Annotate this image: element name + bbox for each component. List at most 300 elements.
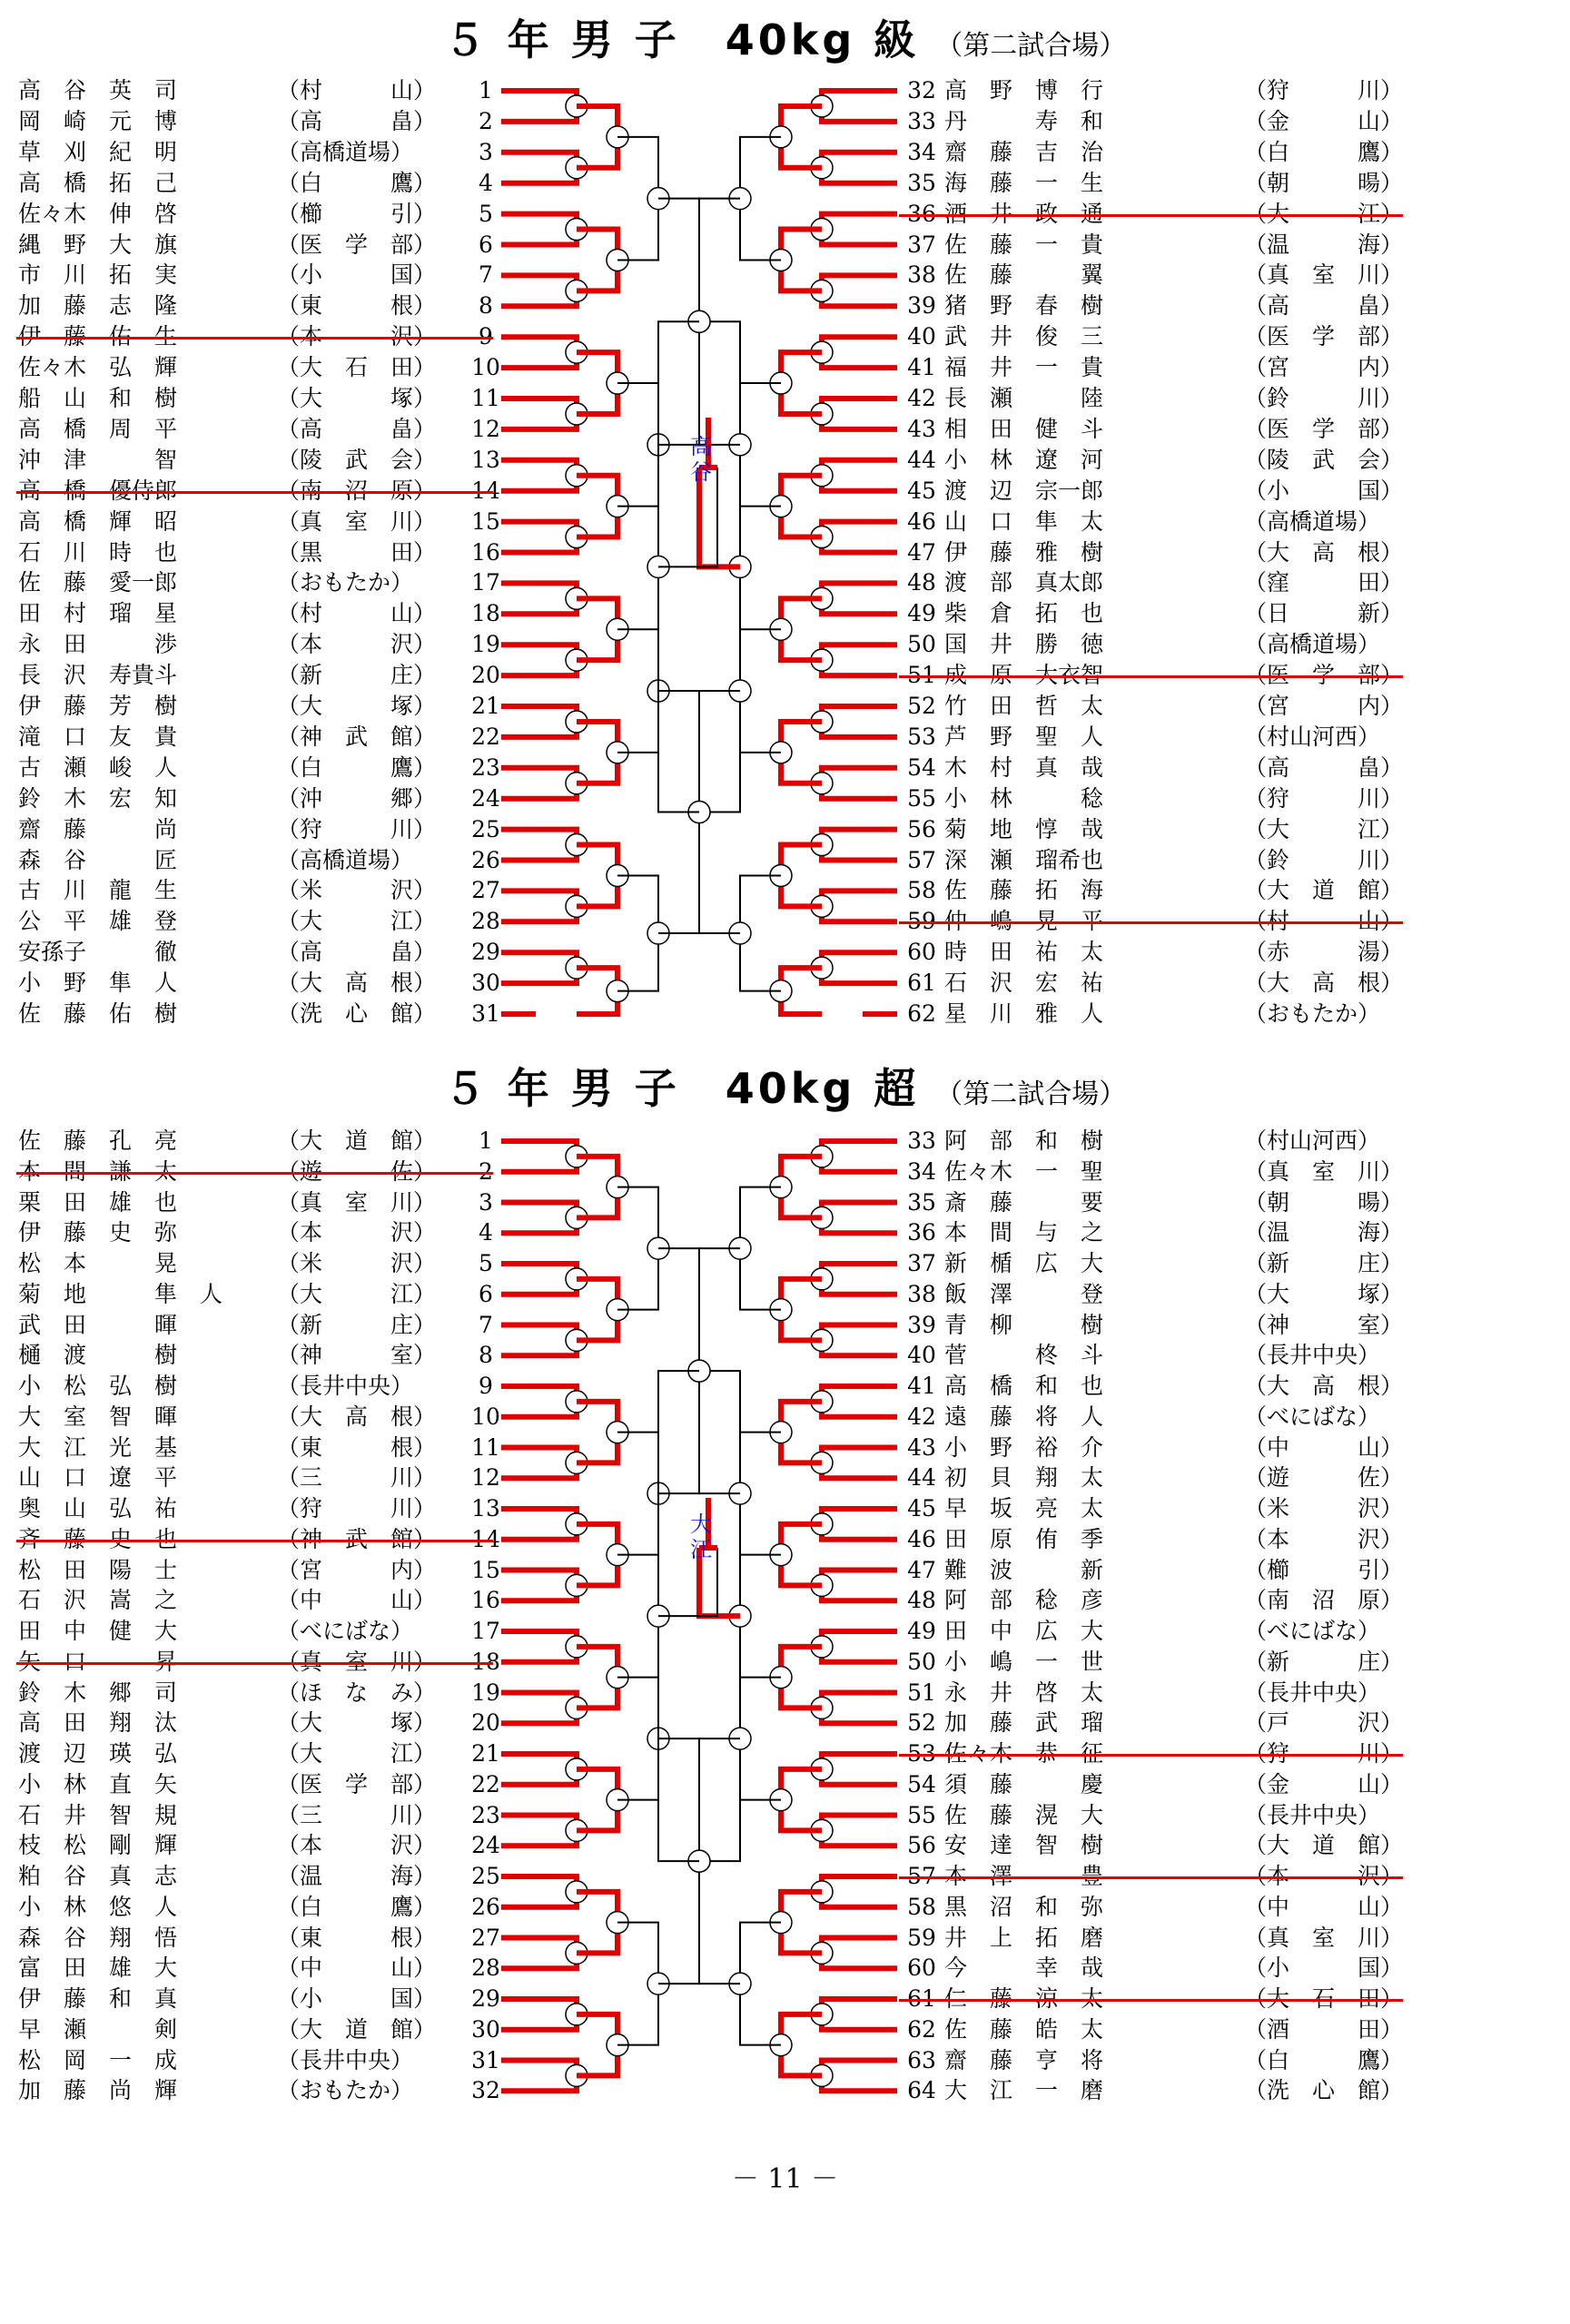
- entry-club: （白 鷹）: [277, 169, 437, 196]
- entry-number: 38: [907, 1280, 936, 1307]
- entry-name: 高 野 博 行: [944, 77, 1104, 103]
- entry-name: 佐々木 恭 征: [944, 1740, 1104, 1767]
- entry-club: （高 畠）: [277, 939, 437, 966]
- entry-club: （白 鷹）: [1244, 138, 1404, 165]
- entry-name: 佐 藤 滉 大: [944, 1801, 1104, 1828]
- entry-club: （村山河西）: [1244, 1128, 1381, 1154]
- entry-number: 9: [479, 323, 493, 350]
- entry-club: （本 沢）: [277, 1219, 437, 1246]
- entry-name: 安 達 智 樹: [944, 1832, 1104, 1859]
- entry-number: 33: [907, 1128, 936, 1154]
- entry-name: 加 藤 志 隆: [18, 292, 178, 320]
- entry-number: 37: [907, 1250, 936, 1276]
- entry-name: 加 藤 尚 輝: [18, 2077, 178, 2104]
- entry-name: 高 橋 和 也: [944, 1373, 1104, 1399]
- entry-name: 高 橋 輝 昭: [18, 507, 178, 535]
- entry-number: 9: [479, 1373, 493, 1399]
- entry-club: （医 学 部）: [1244, 323, 1404, 350]
- entry-club: （おもたか）: [1244, 1000, 1381, 1027]
- entry-name: 松 田 陽 士: [18, 1556, 178, 1583]
- entry-name: 松 岡 一 成: [18, 2046, 178, 2073]
- entry-club: （遊 佐）: [1244, 1464, 1404, 1492]
- entry-name: 渡 辺 瑛 弘: [18, 1740, 178, 1767]
- entry-number: 10: [471, 354, 500, 381]
- entry-number: 39: [907, 292, 936, 320]
- entry-number: 35: [907, 1188, 936, 1216]
- entry-name: 佐々木 伸 啓: [18, 200, 178, 227]
- entry-name: 仲 嶋 晃 平: [944, 908, 1104, 935]
- entry-number: 34: [907, 1157, 936, 1185]
- entry-club: （小 国）: [277, 261, 437, 289]
- entry-club: （神 武 館）: [277, 723, 437, 750]
- entry-club: （白 鷹）: [277, 1893, 437, 1920]
- entry-name: 佐 藤 一 貴: [944, 231, 1104, 258]
- entry-name: 早 坂 亮 太: [944, 1495, 1104, 1521]
- entry-club: （村山河西）: [1244, 723, 1381, 750]
- entry-number: 60: [907, 939, 936, 966]
- entry-name: 松 本 晃: [18, 1250, 178, 1276]
- entry-number: 3: [479, 1188, 493, 1216]
- entry-club: （長井中央）: [277, 2046, 414, 2073]
- entry-name: 本 間 与 之: [944, 1219, 1104, 1246]
- entry-club: （大 塚）: [277, 693, 437, 719]
- entry-name: 齋 藤 吉 治: [944, 138, 1104, 165]
- entry-name: 小 林 直 矢: [18, 1770, 178, 1797]
- entry-number: 54: [907, 753, 936, 781]
- entry-number: 14: [471, 477, 500, 504]
- entry-number: 46: [907, 1525, 936, 1552]
- entry-club: （陵 武 会）: [1244, 446, 1404, 473]
- entry-number: 46: [907, 507, 936, 535]
- entry-name: 鈴 木 郷 司: [18, 1679, 178, 1706]
- entry-club: （本 沢）: [277, 631, 437, 658]
- entry-number: 48: [907, 1587, 936, 1614]
- entry-club: （医 学 部）: [1244, 415, 1404, 442]
- entry-name: 伊 藤 雅 樹: [944, 538, 1104, 566]
- entry-name: 加 藤 武 瑠: [944, 1709, 1104, 1737]
- entry-club: （日 新）: [1244, 600, 1404, 627]
- entry-name: 海 藤 一 生: [944, 169, 1104, 196]
- entry-name: 高 田 翔 汰: [18, 1709, 178, 1737]
- entry-number: 32: [907, 77, 936, 103]
- entry-name: 成 原 大衣智: [944, 662, 1104, 689]
- entry-number: 26: [471, 1893, 500, 1920]
- entry-number: 57: [907, 1863, 936, 1889]
- entry-club: （米 沢）: [1244, 1495, 1404, 1521]
- entry-club: （おもたか）: [277, 2077, 414, 2104]
- entry-club: （米 沢）: [277, 1250, 437, 1276]
- entry-club: （酒 田）: [1244, 2015, 1404, 2043]
- entry-club: （長井中央）: [1244, 1679, 1381, 1706]
- entry-club: （大 塚）: [1244, 1280, 1404, 1307]
- entry-club: （金 山）: [1244, 107, 1404, 134]
- entry-name: 菅 柊 斗: [944, 1342, 1104, 1369]
- entry-name: 伊 藤 和 真: [18, 1985, 178, 2012]
- entry-name: 福 井 一 貴: [944, 354, 1104, 381]
- entry-name: 菊 地 惇 哉: [944, 815, 1104, 842]
- entry-number: 25: [471, 815, 500, 842]
- entry-number: 11: [471, 1433, 500, 1461]
- entry-name: 柴 倉 拓 也: [944, 600, 1104, 627]
- entry-number: 41: [907, 354, 936, 381]
- entry-name: 山 口 隼 太: [944, 507, 1104, 535]
- entry-number: 52: [907, 693, 936, 719]
- entry-number: 50: [907, 631, 936, 658]
- entry-number: 16: [471, 538, 500, 566]
- entry-club: （洗 心 館）: [1244, 2077, 1404, 2104]
- entry-name: 佐 藤 拓 海: [944, 877, 1104, 904]
- entry-name: 木 村 真 哉: [944, 753, 1104, 781]
- entry-club: （小 国）: [1244, 477, 1404, 504]
- entry-name: 田 原 侑 季: [944, 1525, 1104, 1552]
- entry-club: （新 庄）: [277, 1311, 437, 1338]
- entry-club: （窪 田）: [1244, 569, 1404, 596]
- entry-number: 62: [907, 1000, 936, 1027]
- entry-number: 36: [907, 1219, 936, 1246]
- entry-number: 61: [907, 1985, 936, 2012]
- entry-number: 24: [471, 1832, 500, 1859]
- entry-club: （村 山）: [277, 77, 437, 103]
- entry-name: 阿 部 和 樹: [944, 1128, 1104, 1154]
- entry-name: 永 田 渉: [18, 631, 178, 658]
- entry-number: 31: [471, 1000, 500, 1027]
- entry-number: 49: [907, 600, 936, 627]
- entry-name: 森 谷 匠: [18, 846, 178, 873]
- entry-name: 佐 藤 孔 亮: [18, 1128, 178, 1154]
- entry-name: 丹 寿 和: [944, 107, 1104, 134]
- entry-name: 斉 藤 史 也: [18, 1525, 178, 1552]
- entry-number: 30: [471, 2015, 500, 2043]
- entry-number: 24: [471, 784, 500, 812]
- entry-number: 25: [471, 1863, 500, 1889]
- entry-name: 公 平 雄 登: [18, 908, 178, 935]
- entry-name: 猪 野 春 樹: [944, 292, 1104, 320]
- entry-name: 伊 藤 芳 樹: [18, 693, 178, 719]
- entry-number: 16: [471, 1587, 500, 1614]
- entry-club: （ほ な み）: [277, 1679, 437, 1706]
- entry-number: 2: [479, 1157, 493, 1185]
- entry-number: 58: [907, 1893, 936, 1920]
- entry-number: 43: [907, 415, 936, 442]
- entry-club: （医 学 部）: [1244, 662, 1404, 689]
- entry-number: 2: [479, 107, 493, 134]
- entry-name: 高 橋 優侍郎: [18, 477, 178, 504]
- entry-number: 23: [471, 1801, 500, 1828]
- entry-number: 6: [479, 231, 493, 258]
- entry-name: 田 中 健 大: [18, 1618, 178, 1644]
- entry-club: （大 石 田）: [1244, 1985, 1404, 2012]
- entry-club: （高 畠）: [1244, 292, 1404, 320]
- entry-club: （沖 郷）: [277, 784, 437, 812]
- entry-club: （陵 武 会）: [277, 446, 437, 473]
- entry-club: （米 沢）: [277, 877, 437, 904]
- entry-club: （大 江）: [277, 908, 437, 935]
- entry-number: 62: [907, 2015, 936, 2043]
- entry-club: （大 江）: [1244, 815, 1404, 842]
- entry-club: （大 高 根）: [277, 970, 437, 997]
- entry-number: 64: [907, 2077, 936, 2104]
- entry-club: （医 学 部）: [277, 231, 437, 258]
- entry-number: 39: [907, 1311, 936, 1338]
- entry-number: 17: [471, 569, 500, 596]
- entry-number: 27: [471, 1924, 500, 1951]
- entry-club: （大 石 田）: [277, 354, 437, 381]
- entry-number: 19: [471, 631, 500, 658]
- entry-name: 小 松 弘 樹: [18, 1373, 178, 1399]
- entry-number: 19: [471, 1679, 500, 1706]
- entry-name: 渡 部 真太郎: [944, 569, 1104, 596]
- entry-name: 酒 井 政 通: [944, 200, 1104, 227]
- entry-club: （朝 暘）: [1244, 1188, 1404, 1216]
- entry-number: 22: [471, 723, 500, 750]
- entry-number: 11: [471, 385, 500, 411]
- entry-club: （三 川）: [277, 1801, 437, 1828]
- entry-number: 15: [471, 1556, 500, 1583]
- entry-club: （黒 田）: [277, 538, 437, 566]
- entry-number: 55: [907, 1801, 936, 1828]
- entry-number: 49: [907, 1618, 936, 1644]
- entry-name: 飯 澤 登: [944, 1280, 1104, 1307]
- entry-name: 粕 谷 真 志: [18, 1863, 178, 1889]
- entry-name: 大 室 智 暉: [18, 1403, 178, 1430]
- entry-club: （べにばな）: [1244, 1403, 1381, 1430]
- entry-club: （高橋道場）: [1244, 507, 1381, 535]
- entry-club: （狩 川）: [1244, 1740, 1404, 1767]
- page-number: － 11 －: [731, 2163, 839, 2195]
- entry-number: 45: [907, 477, 936, 504]
- entry-number: 42: [907, 385, 936, 411]
- entry-name: 小 林 悠 人: [18, 1893, 178, 1920]
- entry-club: （大 江）: [277, 1740, 437, 1767]
- entry-number: 59: [907, 908, 936, 935]
- entry-club: （大 高 根）: [1244, 538, 1404, 566]
- entry-club: （中 山）: [1244, 1893, 1404, 1920]
- entry-club: （宮 内）: [1244, 354, 1404, 381]
- entry-club: （戸 沢）: [1244, 1709, 1404, 1737]
- entry-name: 黒 沼 和 弥: [944, 1893, 1104, 1920]
- entry-name: 齋 藤 尚: [18, 815, 178, 842]
- entry-name: 鈴 木 宏 知: [18, 784, 178, 812]
- section-2-title: ５ 年 男 子 40kg 超 （第二試合場）: [443, 1064, 1127, 1113]
- entry-number: 53: [907, 1740, 936, 1767]
- entry-name: 青 柳 樹: [944, 1311, 1104, 1338]
- entry-club: （中 山）: [277, 1587, 437, 1614]
- entry-name: 伊 藤 佑 生: [18, 323, 178, 350]
- entry-club: （真 室 川）: [277, 1648, 437, 1675]
- entry-club: （南 沼 原）: [1244, 1587, 1404, 1614]
- entry-club: （狩 川）: [277, 815, 437, 842]
- entry-club: （洗 心 館）: [277, 1000, 437, 1027]
- entry-name: 早 瀬 剣: [18, 2015, 178, 2043]
- entry-number: 48: [907, 569, 936, 596]
- entry-name: 本 澤 豊: [944, 1863, 1104, 1889]
- entry-club: （大 塚）: [277, 1709, 437, 1737]
- entry-club: （高 畠）: [1244, 753, 1404, 781]
- entry-club: （遊 佐）: [277, 1157, 437, 1185]
- entry-club: （鈴 川）: [1244, 846, 1404, 873]
- entry-club: （神 武 館）: [277, 1525, 437, 1552]
- entry-name: 時 田 祐 太: [944, 939, 1104, 966]
- entry-number: 4: [479, 169, 493, 196]
- entry-club: （朝 暘）: [1244, 169, 1404, 196]
- entry-club: （大 高 根）: [1244, 970, 1404, 997]
- entry-number: 18: [471, 600, 500, 627]
- entry-number: 28: [471, 908, 500, 935]
- entry-club: （高橋道場）: [277, 846, 414, 873]
- entry-name: 岡 崎 元 博: [18, 107, 178, 134]
- entry-club: （高 畠）: [277, 107, 437, 134]
- entry-club: （医 学 部）: [277, 1770, 437, 1797]
- entry-club: （東 根）: [277, 1433, 437, 1461]
- entry-number: 22: [471, 1770, 500, 1797]
- entry-name: 大 江 光 基: [18, 1433, 178, 1461]
- entry-club: （高 畠）: [277, 415, 437, 442]
- entry-club: （狩 川）: [1244, 784, 1404, 812]
- entry-name: 高 橋 拓 己: [18, 169, 178, 196]
- entry-name: 石 沢 嵩 之: [18, 1587, 178, 1614]
- entry-name: 石 沢 宏 祐: [944, 970, 1104, 997]
- entry-name: 小 嶋 一 世: [944, 1648, 1104, 1675]
- entry-name: 渡 辺 宗一郎: [944, 477, 1104, 504]
- entry-club: （真 室 川）: [1244, 1157, 1404, 1185]
- entry-number: 3: [479, 138, 493, 165]
- entry-name: 芦 野 聖 人: [944, 723, 1104, 750]
- entry-name: 竹 田 哲 太: [944, 693, 1104, 719]
- entry-number: 33: [907, 107, 936, 134]
- entry-name: 佐 藤 愛一郎: [18, 569, 178, 596]
- entry-number: 10: [471, 1403, 500, 1430]
- entry-number: 45: [907, 1495, 936, 1521]
- entry-name: 小 野 裕 介: [944, 1433, 1104, 1461]
- entry-name: 沖 津 智: [18, 446, 178, 473]
- entry-name: 井 上 拓 磨: [944, 1924, 1104, 1951]
- entry-club: （本 沢）: [1244, 1863, 1404, 1889]
- entry-club: （新 庄）: [1244, 1250, 1404, 1276]
- entry-name: 佐 藤 佑 樹: [18, 1000, 178, 1027]
- entry-name: 星 川 雅 人: [944, 1000, 1104, 1027]
- entry-number: 44: [907, 446, 936, 473]
- entry-name: 今 幸 哉: [944, 1955, 1104, 1982]
- entry-number: 5: [479, 1250, 493, 1276]
- entry-number: 57: [907, 846, 936, 873]
- entry-number: 38: [907, 261, 936, 289]
- entry-club: （おもたか）: [277, 569, 414, 596]
- entry-club: （大 道 館）: [277, 1128, 437, 1154]
- entry-club: （新 庄）: [1244, 1648, 1404, 1675]
- entry-club: （鈴 川）: [1244, 385, 1404, 411]
- entry-number: 29: [471, 1985, 500, 2012]
- entry-name: 森 谷 翔 悟: [18, 1924, 178, 1951]
- entry-number: 1: [479, 1128, 493, 1154]
- entry-name: 長 沢 寿貴斗: [18, 662, 178, 689]
- entry-number: 54: [907, 1770, 936, 1797]
- entry-club: （三 川）: [277, 1464, 437, 1492]
- entry-club: （狩 川）: [1244, 77, 1404, 103]
- entry-name: 古 瀬 峻 人: [18, 753, 178, 781]
- entry-name: 安孫子 徹: [18, 939, 178, 966]
- entry-club: （大 道 館）: [1244, 877, 1404, 904]
- entry-club: （高橋道場）: [277, 138, 414, 165]
- entry-name: 小 林 遼 河: [944, 446, 1104, 473]
- entry-name: 枝 松 剛 輝: [18, 1832, 178, 1859]
- entry-name: 国 井 勝 徳: [944, 631, 1104, 658]
- entry-number: 7: [479, 1311, 493, 1338]
- entry-club: （大 高 根）: [1244, 1373, 1404, 1399]
- entry-name: 永 井 啓 太: [944, 1679, 1104, 1706]
- entry-club: （べにばな）: [1244, 1618, 1381, 1644]
- entry-name: 本 間 謙 太: [18, 1157, 178, 1185]
- entry-number: 47: [907, 538, 936, 566]
- entry-number: 23: [471, 753, 500, 781]
- entry-number: 6: [479, 1280, 493, 1307]
- entry-name: 船 山 和 樹: [18, 385, 178, 411]
- entry-club: （白 鷹）: [1244, 2046, 1404, 2073]
- entry-number: 42: [907, 1403, 936, 1430]
- entry-club: （高橋道場）: [1244, 631, 1381, 658]
- entry-number: 34: [907, 138, 936, 165]
- entry-number: 36: [907, 200, 936, 227]
- entry-number: 21: [471, 693, 500, 719]
- entry-club: （大 江）: [1244, 200, 1404, 227]
- entry-club: （中 山）: [1244, 1433, 1404, 1461]
- entry-name: 石 川 時 也: [18, 538, 178, 566]
- entry-number: 53: [907, 723, 936, 750]
- entry-club: （大 道 館）: [277, 2015, 437, 2043]
- entry-number: 41: [907, 1373, 936, 1399]
- entry-name: 田 中 広 大: [944, 1618, 1104, 1644]
- entry-number: 15: [471, 507, 500, 535]
- entry-number: 31: [471, 2046, 500, 2073]
- entry-club: （温 海）: [1244, 1219, 1404, 1246]
- entry-number: 20: [471, 662, 500, 689]
- entry-name: 遠 藤 将 人: [944, 1403, 1104, 1430]
- entry-name: 佐々木 一 聖: [944, 1157, 1104, 1185]
- entry-number: 27: [471, 877, 500, 904]
- entry-name: 小 野 隼 人: [18, 970, 178, 997]
- entry-name: 市 川 拓 実: [18, 261, 178, 289]
- entry-number: 55: [907, 784, 936, 812]
- entry-club: （本 沢）: [277, 323, 437, 350]
- entry-club: （真 室 川）: [277, 1188, 437, 1216]
- entry-number: 28: [471, 1955, 500, 1982]
- entry-name: 樋 渡 樹: [18, 1342, 178, 1369]
- entry-name: 伊 藤 史 弥: [18, 1219, 178, 1246]
- entry-name: 仁 藤 涼 太: [944, 1985, 1104, 2012]
- entry-number: 40: [907, 1342, 936, 1369]
- entry-club: （村 山）: [277, 600, 437, 627]
- entry-club: （べにばな）: [277, 1618, 414, 1644]
- entry-number: 35: [907, 169, 936, 196]
- entry-number: 32: [471, 2077, 500, 2104]
- entry-name: 新 楯 広 大: [944, 1250, 1104, 1276]
- entry-number: 52: [907, 1709, 936, 1737]
- entry-club: （本 沢）: [1244, 1525, 1404, 1552]
- entry-name: 栗 田 雄 也: [18, 1188, 178, 1216]
- entry-number: 56: [907, 815, 936, 842]
- entry-club: （宮 内）: [277, 1556, 437, 1583]
- entry-number: 1: [479, 77, 493, 103]
- entry-club: （櫛 引）: [1244, 1556, 1404, 1583]
- entry-name: 田 村 瑠 星: [18, 600, 178, 627]
- entry-club: （長井中央）: [1244, 1801, 1381, 1828]
- entry-name: 菊 地 隼 人: [18, 1280, 223, 1307]
- entry-club: （大 塚）: [277, 385, 437, 411]
- entry-name: 石 井 智 規: [18, 1801, 178, 1828]
- entry-name: 初 貝 翔 太: [944, 1464, 1104, 1492]
- entry-club: （小 国）: [277, 1985, 437, 2012]
- entry-club: （中 山）: [277, 1955, 437, 1982]
- entry-number: 8: [479, 1342, 493, 1369]
